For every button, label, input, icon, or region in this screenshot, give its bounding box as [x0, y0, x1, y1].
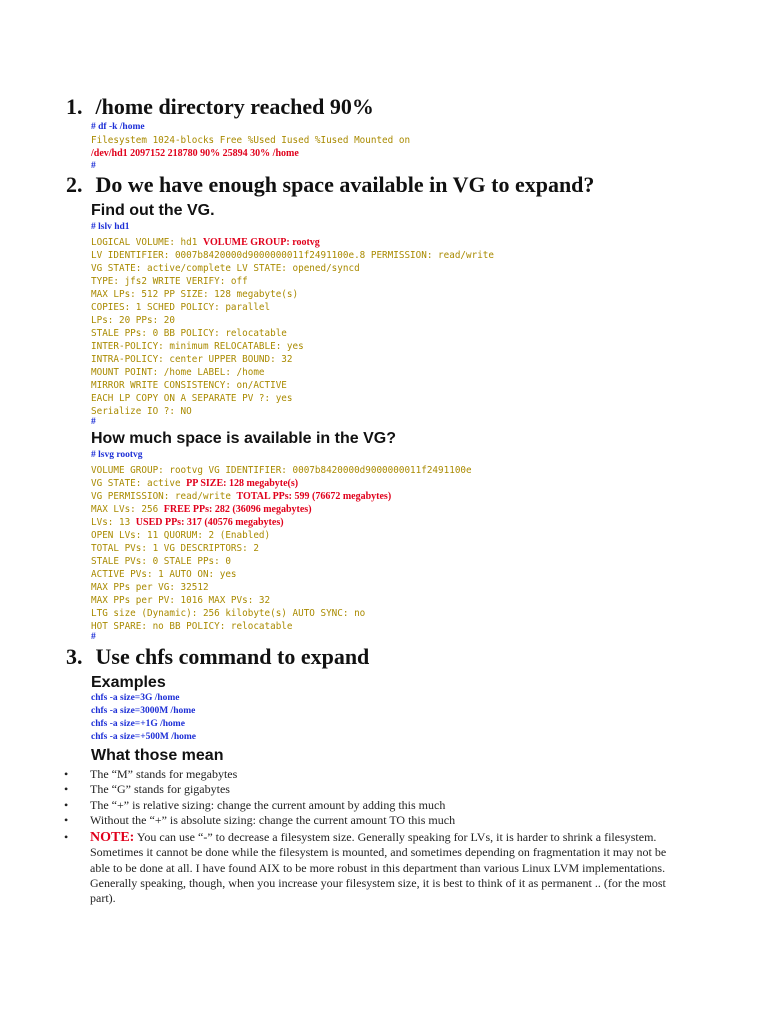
example-line: chfs -a size=3000M /home: [91, 706, 196, 716]
lslv-lines: [91, 234, 494, 416]
meaning-subheading: What those mean: [91, 747, 224, 764]
output-line: [91, 403, 494, 416]
section-1-heading: [66, 94, 374, 120]
section-2-number: 2.: [66, 172, 83, 197]
output-line: [91, 351, 494, 364]
highlighted-value: TOTAL PPs: 599 (76672 megabytes): [236, 491, 392, 502]
output-line: [91, 618, 472, 631]
bullet-item: [64, 767, 684, 782]
output-text: MAX PPs per VG: 32512: [91, 582, 209, 593]
output-text: TYPE: jfs2 WRITE VERIFY: off: [91, 276, 248, 287]
highlighted-value: FREE PPs: 282 (36096 megabytes): [163, 504, 312, 515]
output-text: VG PERMISSION: read/write: [91, 491, 237, 502]
df-prompt: #: [91, 161, 96, 171]
output-text: INTER-POLICY: minimum RELOCATABLE: yes: [91, 341, 304, 352]
examples-subheading: Examples: [91, 674, 166, 691]
lslv-output: [91, 221, 494, 429]
note-item: [64, 830, 684, 906]
bullet-text: The “M” stands for megabytes: [90, 767, 238, 781]
output-text: VG STATE: active/complete LV STATE: opened/syncd: [91, 263, 360, 274]
output-text: STALE PPs: 0 BB POLICY: relocatable: [91, 328, 287, 339]
df-row: /dev/hd1 2097152 218780 90% 25894 30% /home: [91, 148, 299, 159]
section-3-title: Use chfs command to expand: [95, 644, 370, 669]
example-line: chfs -a size=+500M /home: [91, 732, 197, 742]
df-header: Filesystem 1024-blocks Free %Used Iused %Iused Mounted on: [91, 135, 411, 146]
output-text: MIRROR WRITE CONSISTENCY: on/ACTIVE: [91, 380, 287, 391]
bullet-text: The “+” is relative sizing: change the current amount by adding this much: [90, 797, 446, 812]
find-vg-subheading: Find out the VG.: [91, 202, 215, 219]
output-line: [91, 234, 494, 247]
lslv-prompt: #: [91, 417, 96, 427]
output-line: [91, 312, 494, 325]
meaning-bullets: [64, 767, 684, 907]
bullet-dot: •: [64, 767, 69, 781]
output-line: [91, 592, 472, 605]
section-1-number: 1.: [66, 94, 83, 119]
output-line: [91, 338, 494, 351]
lsvg-lines: [91, 462, 472, 631]
note-text: You can use “-” to decrease a filesystem size. Generally speaking for LVs, it is harder to shrink a filesystem. Sometimes it cannot be done while the filesystem is mounted, and sometimes depending on fragmentation it may not be able to be done at all. I have found AIX to be more robust in this department than various Linux LVM implementations. Generally speaking, though, when you increase your filesystem size, it is best to think of it as permanent .. (for the most part).: [90, 830, 667, 906]
highlighted-value: USED PPs: 317 (40576 megabytes): [135, 517, 284, 528]
bullet-item: [64, 798, 684, 813]
output-text: HOT SPARE: no BB POLICY: relocatable: [91, 621, 293, 632]
output-line: [91, 325, 494, 338]
example-line: chfs -a size=+1G /home: [91, 719, 185, 729]
bullet-dot: •: [64, 782, 69, 797]
output-text: LOGICAL VOLUME: hd1: [91, 237, 203, 248]
note-label: NOTE:: [90, 830, 135, 846]
output-text: VOLUME GROUP: rootvg VG IDENTIFIER: 0007b8420000d9000000011f2491100e: [91, 465, 472, 476]
section-3-heading: [66, 644, 369, 670]
output-line: [91, 273, 494, 286]
bullet-dot: •: [64, 812, 69, 827]
output-text: EACH LP COPY ON A SEPARATE PV ?: yes: [91, 393, 293, 404]
section-1-title: /home directory reached 90%: [95, 94, 374, 119]
output-line: [91, 247, 494, 260]
output-line: [91, 475, 472, 488]
output-text: INTRA-POLICY: center UPPER BOUND: 32: [91, 354, 293, 365]
output-line: [91, 514, 472, 527]
df-command: # df -k /home: [91, 122, 145, 132]
lsvg-command: # lsvg rootvg: [91, 450, 143, 460]
output-line: [91, 462, 472, 475]
output-line: [91, 605, 472, 618]
output-line: [91, 501, 472, 514]
lsvg-prompt: #: [91, 632, 96, 642]
highlighted-value: PP SIZE: 128 megabyte(s): [186, 478, 299, 489]
output-text: LVs: 13: [91, 517, 136, 528]
section-2-title: Do we have enough space available in VG to expand?: [95, 172, 595, 197]
output-text: LTG size (Dynamic): 256 kilobyte(s) AUTO SYNC: no: [91, 608, 366, 619]
output-line: [91, 488, 472, 501]
output-text: VG STATE: active: [91, 478, 187, 489]
output-line: [91, 260, 494, 273]
examples-list: [91, 692, 196, 744]
section-3-number: 3.: [66, 644, 83, 669]
output-line: [91, 299, 494, 312]
highlighted-value: VOLUME GROUP: rootvg: [202, 237, 320, 248]
output-text: OPEN LVs: 11 QUORUM: 2 (Enabled): [91, 530, 271, 541]
bullet-dot: •: [64, 797, 69, 812]
example-line: chfs -a size=3G /home: [91, 693, 180, 703]
output-text: MOUNT POINT: /home LABEL: /home: [91, 367, 265, 378]
bullet-dot: •: [64, 830, 69, 845]
output-line: [91, 377, 494, 390]
output-line: [91, 579, 472, 592]
output-text: MAX PPs per PV: 1016 MAX PVs: 32: [91, 595, 271, 606]
output-line: [91, 286, 494, 299]
output-text: Serialize IO ?: NO: [91, 406, 192, 417]
output-line: [91, 527, 472, 540]
output-text: LPs: 20 PPs: 20: [91, 315, 175, 326]
output-text: TOTAL PVs: 1 VG DESCRIPTORS: 2: [91, 543, 259, 554]
output-text: COPIES: 1 SCHED POLICY: parallel: [91, 302, 271, 313]
output-text: STALE PVs: 0 STALE PPs: 0: [91, 556, 231, 567]
output-line: [91, 390, 494, 403]
output-text: MAX LPs: 512 PP SIZE: 128 megabyte(s): [91, 289, 299, 300]
output-line: [91, 566, 472, 579]
output-line: [91, 540, 472, 553]
output-line: [91, 364, 494, 377]
vg-space-subheading: How much space is available in the VG?: [91, 430, 396, 447]
output-text: LV IDENTIFIER: 0007b8420000d9000000011f2491100e.8 PERMISSION: read/write: [91, 250, 494, 261]
lsvg-output: [91, 449, 472, 644]
lslv-command: # lslv hd1: [91, 222, 130, 232]
section-2-heading: [66, 172, 594, 198]
df-output: [91, 121, 410, 173]
bullet-item: [64, 813, 684, 828]
output-text: ACTIVE PVs: 1 AUTO ON: yes: [91, 569, 237, 580]
output-text: MAX LVs: 256: [91, 504, 164, 515]
output-line: [91, 553, 472, 566]
bullet-text: The “G” stands for gigabytes: [90, 782, 230, 797]
bullet-text: Without the “+” is absolute sizing: change the current amount TO this much: [90, 812, 456, 827]
bullet-item: [64, 782, 684, 797]
